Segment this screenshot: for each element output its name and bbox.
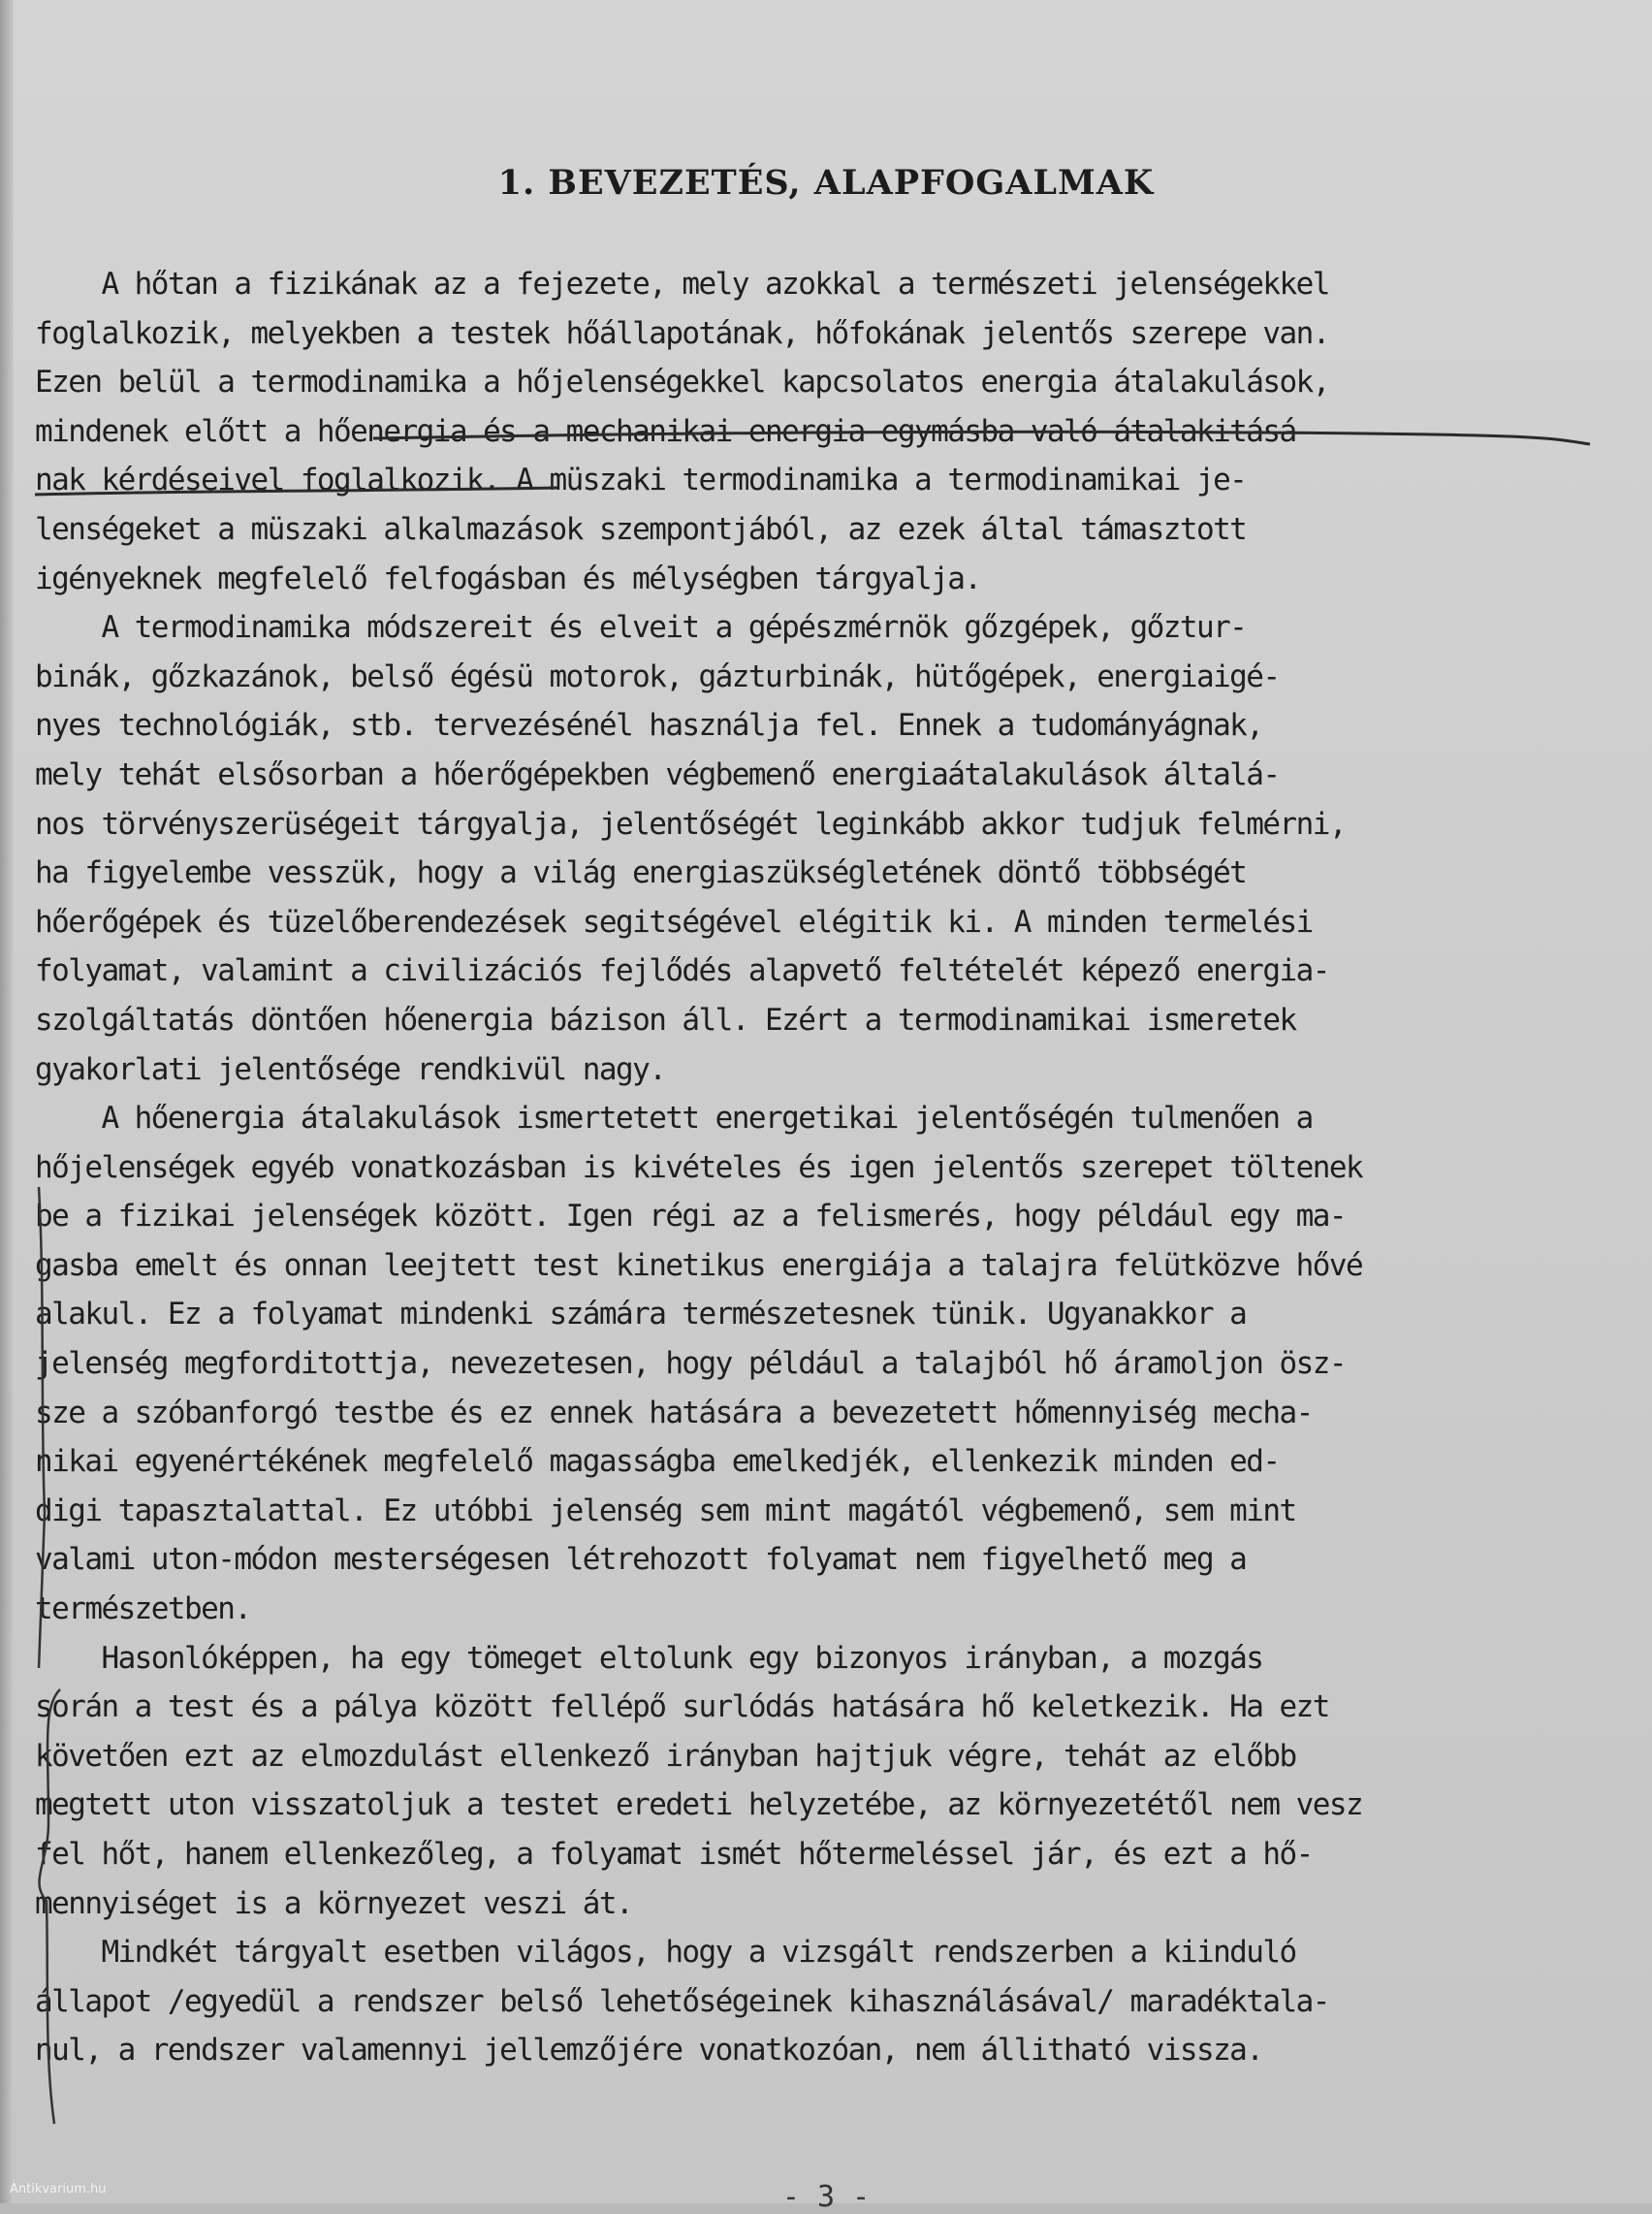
text-line: Mindkét tárgyalt esetben világos, hogy a vizsgált rendszerben a kiinduló [35,1935,1296,1971]
text-line: sze a szóbanforgó testbe és ez ennek hatására a bevezetett hőmennyiség mecha- [35,1395,1313,1430]
text-line: folyamat, valamint a civilizációs fejlődés alapvető feltételét képező energia- [35,953,1329,989]
text-line: nikai egyenértékének megfelelő magasságba emelkedjék, ellenkezik minden ed- [35,1444,1280,1480]
underline-mark-2 [35,488,557,495]
margin-bracket-1 [39,1187,45,1668]
text-line: A termodinamika módszereit és elveit a gépészmérnök gőzgépek, gőztur- [35,610,1247,646]
text-line: nos törvényszerüségeit tárgyalja, jelentőségét leginkább akkor tudjuk felmérni, [35,806,1346,842]
text-line: természetben. [35,1591,251,1627]
page-number: - 3 - [781,2180,871,2214]
text-line: A hőenergia átalakulások ismertetett energetikai jelentőségén tulmenően a [35,1101,1313,1137]
text-line: alakul. Ez a folyamat mindenki számára természetesnek tünik. Ugyanakkor a [35,1297,1247,1332]
text-line: megtett uton visszatoljuk a testet eredeti helyzetébe, az környezetétől nem vesz [35,1787,1363,1823]
text-line: igényeknek megfelelő felfogásban és mélységben tárgyalja. [35,561,981,596]
text-line: gyakorlati jelentősége rendkivül nagy. [35,1051,666,1087]
underline-mark-1 [373,432,1590,444]
text-line: nyes technológiák, stb. tervezésénél használja fel. Ennek a tudományágnak, [35,708,1263,744]
text-line: nak kérdéseivel foglalkozik. A müszaki termodinamika a termodinamikai je- [35,463,1247,498]
text-line: mennyiséget is a környezet veszi át. [35,1885,633,1921]
watermark: Antikvarium.hu [10,2182,107,2197]
text-line: Hasonlóképpen, ha egy tömeget eltolunk egy bizonyos irányban, a mozgás [35,1640,1263,1676]
text-line: szolgáltatás döntően hőenergia bázison áll. Ezért a termodinamikai ismeretek [35,1002,1296,1038]
text-line: jelenség megforditottja, nevezetesen, hogy például a talajból hő áramoljon ösz- [35,1346,1346,1382]
text-line: nul, a rendszer valamennyi jellemzőjére vonatkozóan, nem állitható vissza. [35,2033,1263,2069]
text-line: hőjelenségek egyéb vonatkozásban is kivételes és igen jelentős szerepet töltenek [35,1149,1363,1185]
text-line: fel hőt, hanem ellenkezőleg, a folyamat ismét hőtermeléssel jár, és ezt a hő- [35,1837,1313,1872]
text-line: állapot /egyedül a rendszer belső lehetőségeinek kihasználásával/ maradéktala- [35,1983,1329,2019]
text-line: digi tapasztalattal. Ez utóbbi jelenség sem mint magától végbemenő, sem mint [35,1492,1296,1528]
text-line: ha figyelembe vesszük, hogy a világ energiaszükségletének döntő többségét [35,855,1247,891]
text-line: binák, gőzkazánok, belső égésü motorok, gázturbinák, hütőgépek, energiaigé- [35,658,1280,694]
text-line: valami uton-módon mesterségesen létrehozott folyamat nem figyelhető meg a [35,1542,1247,1578]
text-line: követően ezt az elmozdulást ellenkező irányban hajtjuk végre, tehát az előbb [35,1738,1296,1774]
text-line: Ezen belül a termodinamika a hőjelenségekkel kapcsolatos energia átalakulások, [35,365,1329,401]
text-line: során a test és a pálya között fellépő surlódás hatására hő keletkezik. Ha ezt [35,1689,1329,1725]
text-line: lenségeket a müszaki alkalmazások szempontjából, az ezek által támasztott [35,511,1247,547]
text-line: be a fizikai jelenségek között. Igen régi az a felismerés, hogy például egy ma- [35,1199,1346,1235]
text-line: A hőtan a fizikának az a fejezete, mely azokkal a természeti jelenségekkel [35,267,1329,302]
margin-bracket-2 [39,1689,60,2124]
text-line: mely tehát elsősorban a hőerőgépekben végbemenő energiaátalakulások általá- [35,756,1280,792]
text-line: mindenek előtt a hőenergia és a mechanikai energia egymásba való átalakitásá- [35,413,1313,449]
chapter-heading: 1. BEVEZETÉS, ALAPFOGALMAK [497,163,1155,203]
text-line: gasba emelt és onnan leejtett test kinetikus energiája a talajra felütközve hővé [35,1247,1363,1283]
text-line: hőerőgépek és tüzelőberendezések segitségével elégitik ki. A minden termelési [35,904,1313,940]
text-line: foglalkozik, melyekben a testek hőállapotának, hőfokának jelentős szerepe van. [35,315,1329,351]
